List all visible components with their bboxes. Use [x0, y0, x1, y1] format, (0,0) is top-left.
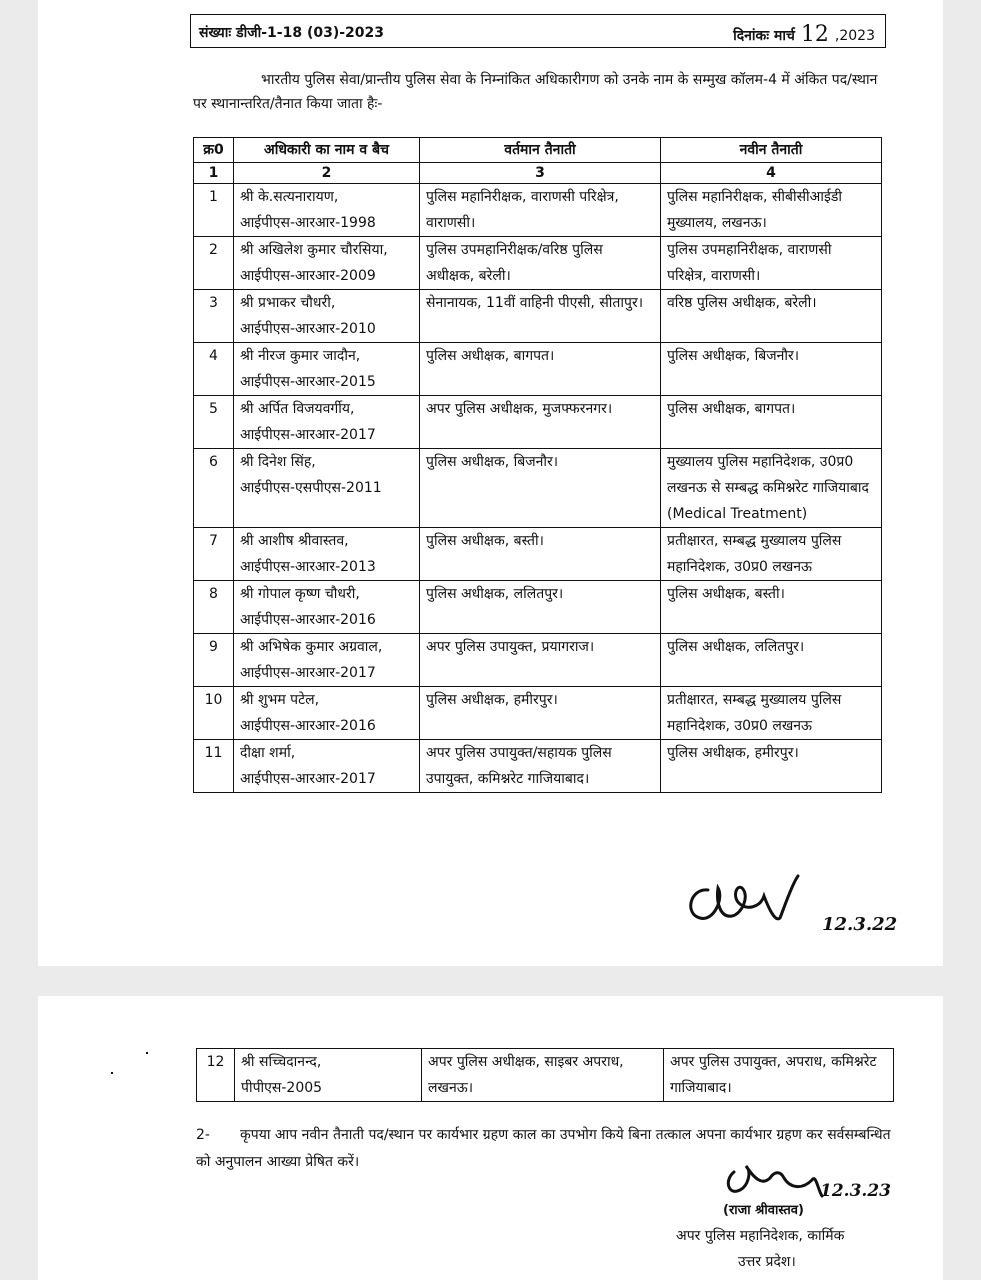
new-posting-cell: प्रतीक्षारत, सम्बद्ध मुख्यालय पुलिस महानिदेशक, उ0प्र0 लखनऊ — [661, 687, 882, 740]
new-posting-cell: पुलिस महानिरीक्षक, सीबीसीआईडी मुख्यालय, लखनऊ। — [661, 184, 882, 237]
officer-name: श्री प्रभाकर चौधरी, — [240, 295, 336, 311]
officer-cell — [234, 740, 420, 793]
signatory-state: उत्तर प्रदेश। — [738, 1254, 796, 1270]
officer-cell — [234, 634, 420, 687]
officer-cell — [234, 687, 420, 740]
officer-name: श्री अखिलेश कुमार चौरसिया, — [240, 242, 388, 258]
date-year: ,2023 — [834, 28, 875, 44]
officer-cell — [234, 528, 420, 581]
serial-number-cell: 6 — [194, 449, 234, 528]
new-posting-cell: प्रतीक्षारत, सम्बद्ध मुख्यालय पुलिस महानिदेशक, उ0प्र0 लखनऊ — [661, 528, 882, 581]
officer-cell — [235, 1049, 422, 1102]
signatory-name: (राजा श्रीवास्तव) — [723, 1203, 804, 1218]
column-number: 2 — [234, 163, 420, 184]
officer-batch: आईपीएस-आरआर-2013 — [240, 559, 376, 575]
new-posting-cell: मुख्यालय पुलिस महानिदेशक, उ0प्र0 लखनऊ से सम्बद्ध कमिश्नरेट गाजियाबाद (Medical Treatment) — [661, 449, 882, 528]
column-number: 3 — [420, 163, 661, 184]
serial-number-cell: 3 — [194, 290, 234, 343]
officer-name: श्री गोपाल कृष्ण चौधरी, — [240, 586, 360, 602]
officer-cell — [234, 396, 420, 449]
new-posting-cell: अपर पुलिस उपायुक्त, अपराध, कमिश्नरेट गाजियाबाद। — [664, 1049, 894, 1102]
current-posting-cell: अपर पुलिस उपायुक्त/सहायक पुलिस उपायुक्त, कमिश्नरेट गाजियाबाद। — [420, 740, 661, 793]
officer-name: श्री दिनेश सिंह, — [240, 454, 316, 470]
intro-paragraph: भारतीय पुलिस सेवा/प्रान्तीय पुलिस सेवा के निम्नांकित अधिकारीगण को उनके नाम के सम्मुख कॉलम-4 में अंकित पद/स्थान पर स्थानान्तरित/तैनात किया जाता हैः- — [193, 72, 878, 112]
new-posting-cell: पुलिस अधीक्षक, हमीरपुर। — [661, 740, 882, 793]
signature-1 — [680, 868, 920, 938]
officer-batch: आईपीएस-आरआर-2017 — [240, 427, 376, 443]
officer-cell — [234, 581, 420, 634]
current-posting-cell: पुलिस अधीक्षक, बागपत। — [420, 343, 661, 396]
signature-1-stroke — [691, 876, 798, 919]
table-row — [194, 740, 882, 793]
new-posting-cell: पुलिस अधीक्षक, बस्ती। — [661, 581, 882, 634]
serial-number-cell: 7 — [194, 528, 234, 581]
serial-number-cell: 12 — [197, 1049, 235, 1102]
officer-batch: आईपीएस-एसपीएस-2011 — [240, 480, 382, 496]
serial-number-cell: 5 — [194, 396, 234, 449]
order-date — [733, 21, 875, 46]
new-posting-cell: पुलिस अधीक्षक, बिजनौर। — [661, 343, 882, 396]
serial-number-cell: 10 — [194, 687, 234, 740]
col-header-officer: अधिकारी का नाम व बैच — [234, 138, 420, 163]
signatory-designation: अपर पुलिस महानिदेशक, कार्मिक — [676, 1228, 845, 1244]
date-day: 12 — [800, 22, 829, 47]
officer-cell — [234, 449, 420, 528]
officer-batch: आईपीएस-आरआर-2016 — [240, 612, 376, 628]
instruction-text: कृपया आप नवीन तैनाती पद/स्थान पर कार्यभार ग्रहण काल का उपभोग किये बिना तत्काल अपना कार्यभार ग्रहण कर सर्वसम्बन्धित को अनुपालन आख्या प्रेषित करें। — [196, 1127, 891, 1170]
table-row — [194, 396, 882, 449]
reference-number: संख्याः डीजी-1-18 (03)-2023 — [199, 25, 385, 41]
serial-number-cell: 9 — [194, 634, 234, 687]
table-body — [194, 184, 882, 793]
current-posting-cell: पुलिस अधीक्षक, बस्ती। — [420, 528, 661, 581]
officer-cell — [234, 184, 420, 237]
column-number: 4 — [661, 163, 882, 184]
table-row — [194, 237, 882, 290]
table-row — [194, 184, 882, 237]
paragraph-number: 2- — [196, 1127, 210, 1143]
serial-number-cell: 2 — [194, 237, 234, 290]
serial-number-cell: 1 — [194, 184, 234, 237]
officer-name: श्री शुभम पटेल, — [240, 692, 320, 708]
date-label: दिनांकः मार्च — [733, 28, 795, 44]
officer-name: श्री अभिषेक कुमार अग्रवाल, — [240, 639, 383, 655]
new-posting-cell: पुलिस अधीक्षक, बागपत। — [661, 396, 882, 449]
current-posting-cell: पुलिस अधीक्षक, हमीरपुर। — [420, 687, 661, 740]
new-posting-cell: पुलिस उपमहानिरीक्षक, वाराणसी परिक्षेत्र, वाराणसी। — [661, 237, 882, 290]
serial-number-cell: 11 — [194, 740, 234, 793]
officer-name: श्री आशीष श्रीवास्तव, — [240, 533, 349, 549]
officer-name: श्री अर्पित विजयवर्गीय, — [240, 401, 355, 417]
officer-cell — [234, 343, 420, 396]
column-number: 1 — [194, 163, 234, 184]
current-posting-cell: अपर पुलिस अधीक्षक, साइबर अपराध, लखनऊ। — [422, 1049, 664, 1102]
current-posting-cell: पुलिस महानिरीक्षक, वाराणसी परिक्षेत्र, वाराणसी। — [420, 184, 661, 237]
officer-batch: पीपीएस-2005 — [241, 1080, 323, 1096]
table-row — [194, 449, 882, 528]
signature-1-date: 12.3.22 — [822, 914, 898, 935]
officer-batch: आईपीएस-आरआर-2017 — [240, 771, 376, 787]
column-number-row — [194, 163, 882, 184]
signature-2-date: 12.3.23 — [820, 1181, 891, 1201]
table-row — [194, 528, 882, 581]
officer-cell — [234, 290, 420, 343]
table-row — [194, 290, 882, 343]
current-posting-cell: अपर पुलिस उपायुक्त, प्रयागराज। — [420, 634, 661, 687]
officer-batch: आईपीएस-आरआर-1998 — [240, 215, 376, 231]
col-header-current-posting: वर्तमान तैनाती — [420, 138, 661, 163]
officer-batch: आईपीएस-आरआर-2015 — [240, 374, 376, 390]
officer-cell — [234, 237, 420, 290]
officer-batch: आईपीएस-आरआर-2009 — [240, 268, 376, 284]
officer-batch: आईपीएस-आरआर-2017 — [240, 665, 376, 681]
speck — [146, 1052, 148, 1054]
table-body-continued — [197, 1049, 894, 1102]
serial-number-cell: 4 — [194, 343, 234, 396]
table-row — [197, 1049, 894, 1102]
col-header-new-posting: नवीन तैनाती — [661, 138, 882, 163]
current-posting-cell: पुलिस अधीक्षक, बिजनौर। — [420, 449, 661, 528]
table-row — [194, 343, 882, 396]
current-posting-cell: पुलिस अधीक्षक, ललितपुर। — [420, 581, 661, 634]
transfer-table-continued — [196, 1048, 894, 1102]
table-row — [194, 581, 882, 634]
officer-name: श्री नीरज कुमार जादौन, — [240, 348, 361, 364]
transfer-table — [193, 137, 882, 793]
signature-2-stroke — [728, 1166, 822, 1196]
officer-batch: आईपीएस-आरआर-2016 — [240, 718, 376, 734]
table-row — [194, 634, 882, 687]
officer-name: श्री सच्चिदानन्द, — [241, 1054, 322, 1070]
col-header-sn: क्र0 — [194, 138, 234, 163]
table-header-row — [194, 138, 882, 163]
speck — [111, 1072, 113, 1074]
officer-name: श्री के.सत्यनारायण, — [240, 189, 339, 205]
officer-batch: आईपीएस-आरआर-2010 — [240, 321, 376, 337]
current-posting-cell: पुलिस उपमहानिरीक्षक/वरिष्ठ पुलिस अधीक्षक, बरेली। — [420, 237, 661, 290]
officer-name: दीक्षा शर्मा, — [240, 745, 296, 761]
serial-number-cell: 8 — [194, 581, 234, 634]
new-posting-cell: वरिष्ठ पुलिस अधीक्षक, बरेली। — [661, 290, 882, 343]
table-row — [194, 687, 882, 740]
current-posting-cell: अपर पुलिस अधीक्षक, मुजफ्फरनगर। — [420, 396, 661, 449]
reference-header-box — [190, 14, 886, 48]
current-posting-cell: सेनानायक, 11वीं वाहिनी पीएसी, सीतापुर। — [420, 290, 661, 343]
new-posting-cell: पुलिस अधीक्षक, ललितपुर। — [661, 634, 882, 687]
